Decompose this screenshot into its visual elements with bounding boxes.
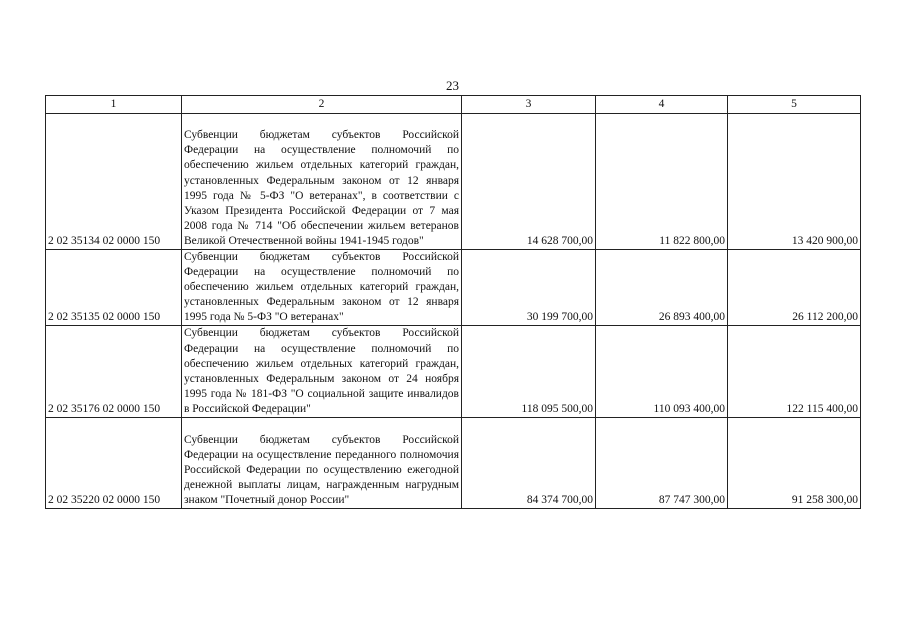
- amount-col5-cell: 122 115 400,00: [728, 326, 861, 418]
- amount-col5-cell: 26 112 200,00: [728, 250, 861, 326]
- table-row: [46, 250, 861, 326]
- amount-col3-cell: 30 199 700,00: [462, 250, 596, 326]
- column-header-1: 1: [46, 96, 182, 114]
- budget-table: [45, 95, 861, 509]
- amount-col5-cell: 13 420 900,00: [728, 114, 861, 250]
- budget-code-cell: 2 02 35220 02 0000 150: [46, 418, 182, 509]
- table-row: [46, 114, 861, 250]
- amount-col4-cell: 87 747 300,00: [596, 418, 728, 509]
- description-cell: Субвенции бюджетам субъектов Российской Федерации на осуществление полномочий по обеспечению жильем отдельных категорий граждан, установленных Федеральным законом от 12 января 1995 года № 5-ФЗ "О ветеранах", в соответствии с Указом Президента Российской Федерации от 7 мая 2008 года № 714 "Об обеспечении жильем ветеранов Великой Отечественной войны 1941-1945 годов": [182, 114, 462, 250]
- amount-col3-cell: 118 095 500,00: [462, 326, 596, 418]
- table-header-row: [46, 96, 861, 114]
- amount-col4-cell: 11 822 800,00: [596, 114, 728, 250]
- budget-code-cell: 2 02 35135 02 0000 150: [46, 250, 182, 326]
- page-number: 23: [446, 78, 459, 93]
- description-cell: Субвенции бюджетам субъектов Российской Федерации на осуществление переданного полномочия Российской Федерации по осуществлению ежегодной денежной выплаты лицам, награжденным нагрудным знаком "Почетный донор России": [182, 418, 462, 509]
- table-row: [46, 326, 861, 418]
- column-header-3: 3: [462, 96, 596, 114]
- table-row: [46, 418, 861, 509]
- column-header-4: 4: [596, 96, 728, 114]
- description-cell: Субвенции бюджетам субъектов Российской Федерации на осуществление полномочий по обеспечению жильем отдельных категорий граждан, установленных Федеральным законом от 12 января 1995 года № 5-ФЗ "О ветеранах": [182, 250, 462, 326]
- amount-col4-cell: 26 893 400,00: [596, 250, 728, 326]
- budget-code-cell: 2 02 35176 02 0000 150: [46, 326, 182, 418]
- column-header-2: 2: [182, 96, 462, 114]
- budget-code-cell: 2 02 35134 02 0000 150: [46, 114, 182, 250]
- amount-col4-cell: 110 093 400,00: [596, 326, 728, 418]
- column-header-5: 5: [728, 96, 861, 114]
- amount-col5-cell: 91 258 300,00: [728, 418, 861, 509]
- amount-col3-cell: 84 374 700,00: [462, 418, 596, 509]
- amount-col3-cell: 14 628 700,00: [462, 114, 596, 250]
- description-cell: Субвенции бюджетам субъектов Российской Федерации на осуществление полномочий по обеспечению жильем отдельных категорий граждан, установленных Федеральным законом от 24 ноября 1995 года № 181-ФЗ "О социальной защите инвалидов в Российской Федерации": [182, 326, 462, 418]
